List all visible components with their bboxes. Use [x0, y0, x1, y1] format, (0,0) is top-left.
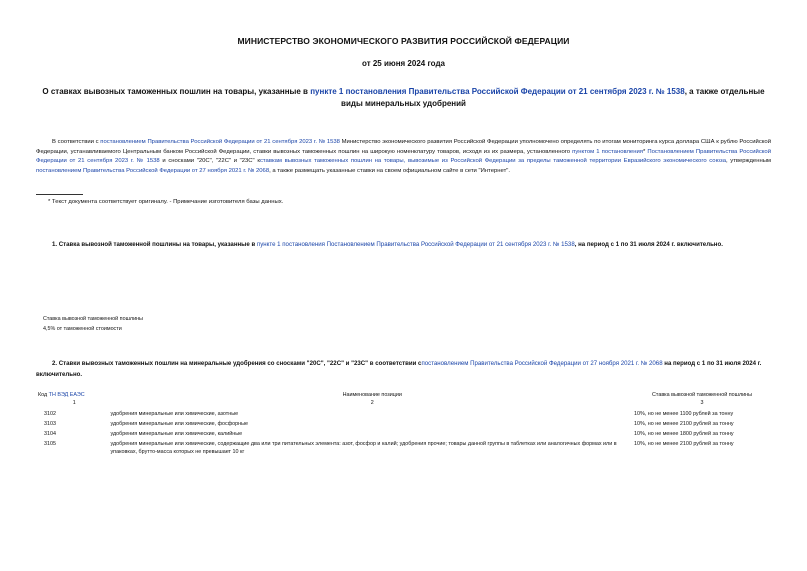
row-code: 3102: [44, 411, 56, 417]
intro-link-resolution-1538[interactable]: постановлением Правительства Российской Федерации от 21 сентября 2023 г. № 1538: [100, 139, 340, 145]
footnote: * Текст документа соответствует оригиналу. - Примечание изготовителя базы данных.: [48, 199, 284, 205]
row-code: 3103: [44, 421, 56, 427]
ministry-heading: МИНИСТЕРСТВО ЭКОНОМИЧЕСКОГО РАЗВИТИЯ РОССИЙСКОЙ ФЕДЕРАЦИИ: [237, 36, 570, 46]
intro-text-3: *: [642, 148, 648, 155]
intro-link-resolution-2068[interactable]: постановлением Правительства Российской Федерации от 27 ноября 2021 г. № 2068: [36, 167, 270, 174]
table-row: [38, 411, 770, 421]
row-code: 3104: [44, 431, 56, 437]
intro-link-point-1[interactable]: пунктом 1 постановления: [572, 148, 643, 155]
row-rate: 10%, но не менее 1100 рублей за тонну: [633, 411, 734, 417]
document-title: [35, 86, 772, 110]
row-code: 3105: [44, 441, 56, 447]
intro-text-6: , а также размещать указанные ставки на своем официальном сайте в сети "Интернет".: [269, 167, 511, 174]
title-link-resolution-1538[interactable]: пункте 1 постановления Правительства Российской Федерации от 21 сентября 2023 г. № 1538: [310, 87, 685, 96]
table-column-numbers-row: [38, 400, 770, 411]
intro-text-4: и сносками "20С", "22С" и "23С" к: [159, 158, 260, 165]
intro-link-resolution-1538-b[interactable]: Постановлением Правительства Российской Федерации от 21 сентября 2023 г. № 1538: [36, 148, 771, 165]
table-row: [38, 421, 770, 431]
intro-text-1: В соответствии с: [52, 139, 101, 145]
rate-value: 4,5% от таможенной стоимости: [43, 326, 122, 332]
header-rate: Ставка вывозной таможенной пошлины: [652, 392, 752, 398]
section-1-text-1: 1. Ставка вывозной таможенной пошлины на товары, указанные в: [52, 241, 257, 248]
section-1-text-2: , на период с 1 по 31 июля 2024 г. включительно.: [574, 241, 723, 248]
document-date: от 25 июня 2024 года: [362, 59, 445, 68]
row-name: удобрения минеральные или химические, азотные: [110, 411, 239, 417]
header-code: [38, 392, 110, 400]
table-row: [38, 441, 770, 456]
footnote-divider: [36, 194, 83, 195]
section-2-text-2: на период с 1 по 31 июля 2024 г. включительно.: [36, 360, 762, 378]
row-name: удобрения минеральные или химические, содержащие два или три питательных элемента: азот, фосфор и калий; удобрения прочие; товары данной группы в таблетках или аналогичных формах или в упаковках, брутто-масса которых не превышает 10 кг: [110, 441, 617, 455]
column-number: 2: [370, 400, 374, 406]
section-1-link-resolution-1538[interactable]: пункте 1 постановления Постановлением Правительства Российской Федерации от 21 сентября 2023 г. № 1538: [256, 241, 575, 248]
intro-text-2: Министерство экономического развития Российской Федерации уполномочено определять по итогам мониторинга курса доллара США к рублю Российской Федерации, устанавливаемого Центральным банком Российской Федерации, ставки вывозных таможенных пошлин на широкую номенклатуру товаров, исходя из их размера, установленного: [36, 139, 771, 155]
table-row: [38, 431, 770, 441]
row-rate: 10%, но не менее 1800 рублей за тонну: [633, 431, 734, 437]
row-rate: 10%, но не менее 2100 рублей за тонну: [633, 441, 734, 447]
intro-text-5: , утвержденным: [725, 158, 771, 165]
section-2-link-resolution-2068[interactable]: постановлением Правительства Российской Федерации от 27 ноября 2021 г. № 2068: [421, 360, 663, 367]
rate-label: Ставка вывозной таможенной пошлины: [43, 316, 143, 322]
header-code-link-tnved[interactable]: ТН ВЭД ЕАЭС: [48, 392, 85, 398]
section-1-heading: [36, 239, 771, 250]
section-2-heading: [36, 358, 771, 380]
column-number: 1: [72, 400, 76, 406]
intro-paragraph: [36, 138, 771, 176]
intro-link-export-duty-rates[interactable]: ставкам вывозных таможенных пошлин на товары, вывозимые из Российской Федерации за пределы таможенной территории Евразийского экономического союза: [259, 158, 726, 165]
column-number: 3: [700, 400, 704, 406]
header-code-prefix: Код: [38, 392, 49, 398]
row-name: удобрения минеральные или химические, фосфорные: [110, 421, 248, 427]
fertilizer-rates-table: [38, 392, 770, 456]
row-name: удобрения минеральные или химические, калийные: [110, 431, 243, 437]
section-2-text-1: 2. Ставки вывозных таможенных пошлин на минеральные удобрения со сносками "20С", "22С" и "23С" в соответствии с: [52, 360, 422, 367]
title-text-after: , а также отдельные виды минеральных удобрений: [341, 87, 765, 108]
table-header-row: [38, 392, 770, 400]
header-name: Наименование позиции: [342, 392, 402, 398]
row-rate: 10%, но не менее 2100 рублей за тонну: [633, 421, 734, 427]
title-text-before: О ставках вывозных таможенных пошлин на товары, указанные в: [42, 87, 311, 96]
